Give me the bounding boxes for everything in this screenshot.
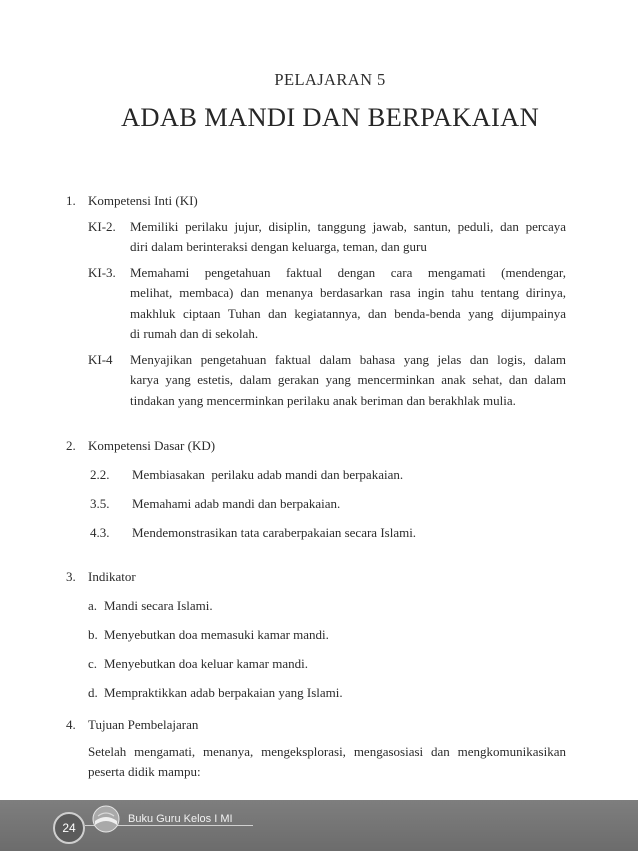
section-number: 1. [66,193,76,208]
lesson-label: PELAJARAN 5 [274,70,386,89]
ki-item [88,263,566,345]
text-line: Setelah mengamati, menanya, mengeksplorasi, mengasosiasi dan mengkomunikasikan [88,743,566,759]
page-number: 24 [53,812,85,844]
ki-code: KI-3. [88,264,116,280]
indikator-item [88,683,566,704]
book-title: Buku Guru Kelos I MI [128,813,233,825]
ki-text [130,263,566,345]
kd-item [90,523,566,544]
indikator-item [88,625,566,646]
indikator-text: Mempraktikkan adab berpakaian yang Islami. [104,685,343,700]
book-logo-icon [89,804,123,834]
section-kompetensi-dasar [66,436,566,544]
text-line: tindakan yang mencerminkan perilaku anak beriman dan berakhlak mulia. [130,392,516,408]
kd-item [90,465,566,486]
kd-text: Memahami adab mandi dan berpakaian. [132,496,341,511]
section-indikator [66,567,566,704]
kd-item [90,494,566,515]
indikator-text: Mandi secara Islami. [104,598,213,613]
text-line: makhluk ciptaan Tuhan dan kegiatannya, dan benda-benda yang dijumpainya [130,305,566,321]
kd-code: 3.5. [90,496,110,511]
text-line: Memahami pengetahuan faktual dengan cara mengamati (mendengar, [130,264,566,280]
indikator-text: Menyebutkan doa memasuki kamar mandi. [104,627,329,642]
section-number: 4. [66,717,76,732]
ki-text [130,217,566,258]
section-title: Kompetensi Dasar (KD) [88,438,216,453]
indikator-text: Menyebutkan doa keluar kamar mandi. [104,656,308,671]
section-kompetensi-inti [66,191,566,411]
section-heading [66,715,566,736]
tujuan-paragraph [88,742,566,783]
ki-code: KI-2. [88,218,116,234]
text-line: melihat, membaca) dan menanya berdasarkan rasa ingin tahu tentang dirinya, [130,285,566,300]
page-footer [0,800,638,851]
kd-code: 2.2. [90,467,110,482]
indikator-item [88,596,566,617]
ki-code: KI-4 [88,351,113,367]
text-line: Memiliki perilaku jujur, disiplin, tanggung jawab, santun, peduli, dan percaya [130,218,566,234]
indikator-letter: c. [88,656,98,671]
text-line: diri dalam berinteraksi dengan keluarga, teman, dan guru [130,239,427,254]
section-title: Tujuan Pembelajaran [88,717,199,732]
section-number: 3. [66,569,76,584]
kd-code: 4.3. [90,525,110,540]
text-line: karya yang estetis, dalam gerakan yang mencerminkan anak sehat, dan dalam [130,372,566,387]
kd-text: Membiasakan perilaku adab mandi dan berpakaian. [132,467,404,482]
indikator-letter: a. [88,598,98,613]
kd-text: Mendemonstrasikan tata caraberpakaian secara Islami. [132,525,417,540]
section-title: Indikator [88,569,136,584]
ki-item [88,217,566,258]
section-heading [66,191,566,212]
text-line: di rumah dan di sekolah. [130,326,259,341]
section-title: Kompetensi Inti (KI) [88,193,198,208]
text-line: peserta didik mampu: [88,764,201,779]
lesson-title: ADAB MANDI DAN BERPAKAIAN [120,102,540,132]
indikator-letter: d. [88,685,98,700]
ki-text [130,350,566,412]
section-heading [66,567,566,588]
ki-item [88,350,566,412]
indikator-item [88,654,566,675]
text-line: Menyajikan pengetahuan faktual dalam bahasa yang jelas dan logis, dalam [130,351,566,367]
section-number: 2. [66,438,76,453]
section-heading [66,436,566,457]
section-tujuan-pembelajaran [66,715,566,783]
indikator-letter: b. [88,627,98,642]
